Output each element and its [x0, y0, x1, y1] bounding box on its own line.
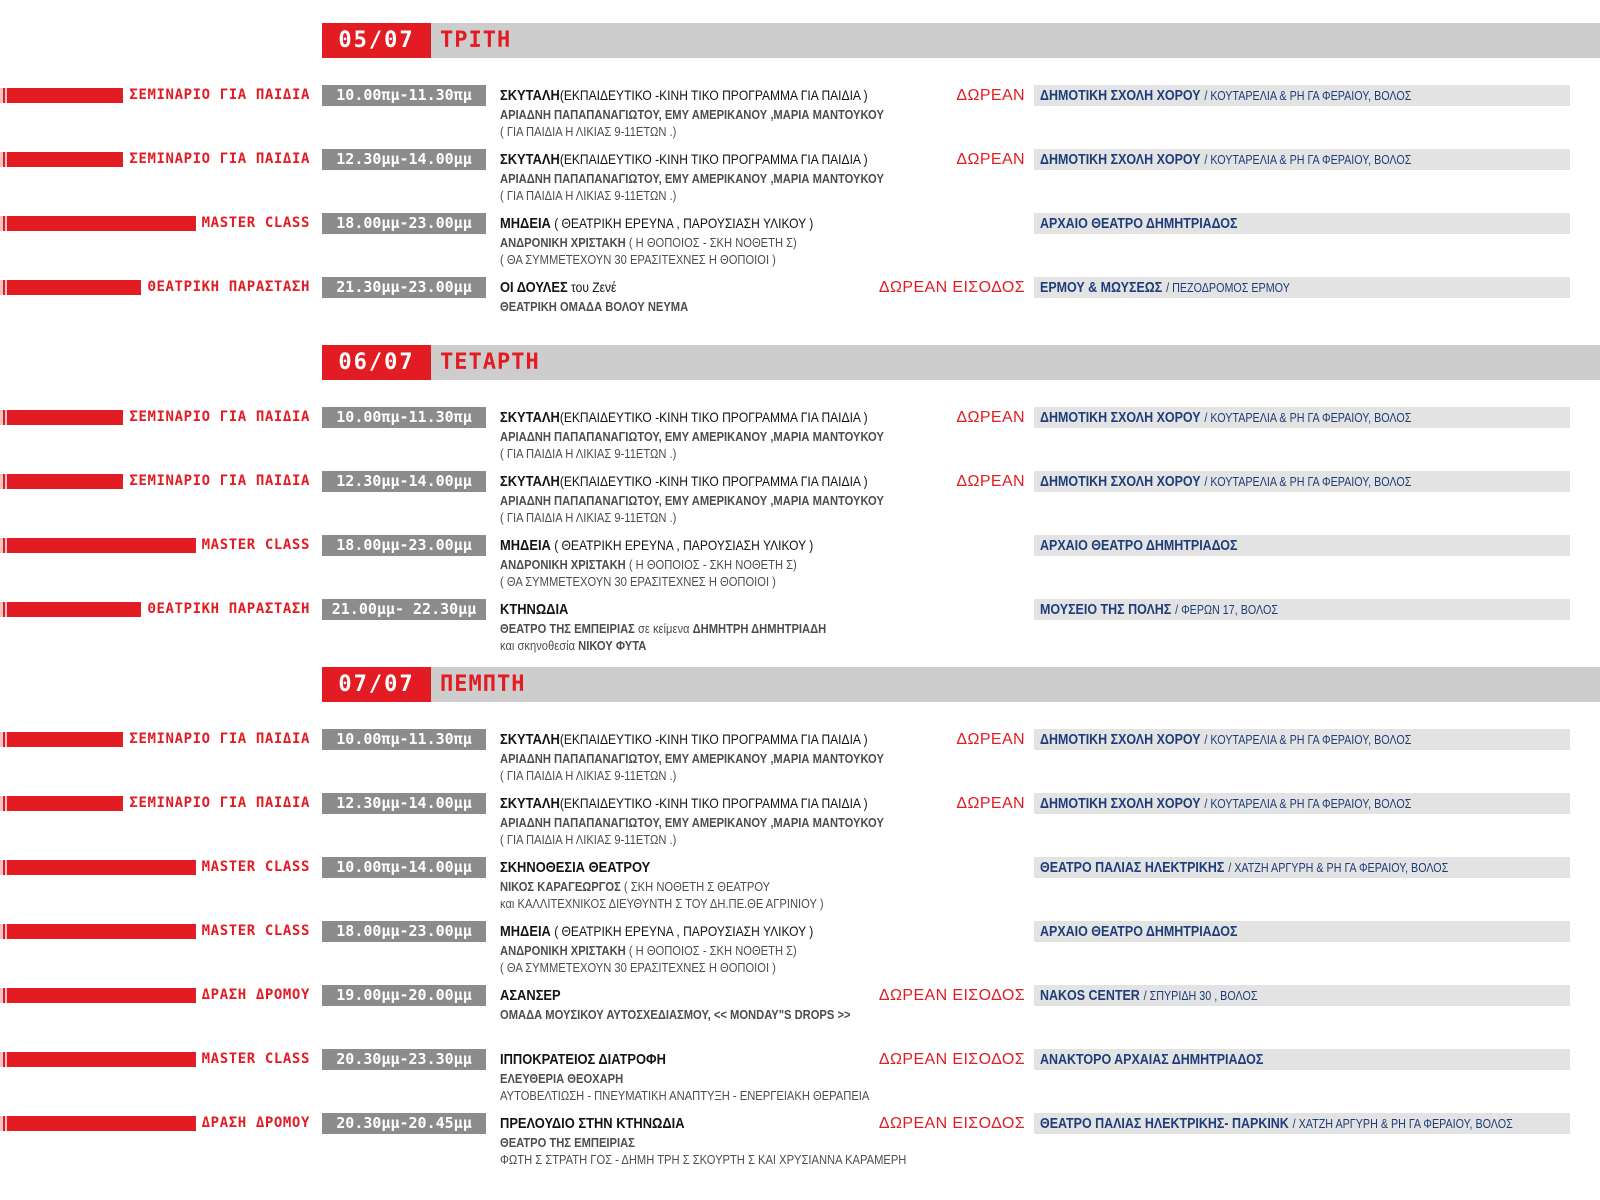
event-detail-line — [500, 234, 1016, 251]
event-detail-line — [500, 1006, 1016, 1023]
event-title-part: ΜΗΔΕΙΑ — [500, 215, 551, 232]
venue-name: ΔΗΜΟΤΙΚΗ ΣΧΟΛΗ ΧΟΡΟΥ — [1040, 474, 1201, 490]
event-title-part: ΚΤΗΝΩΔΙΑ — [500, 601, 569, 618]
category-stripe — [0, 1116, 196, 1131]
category-label: ΘΕΑΤΡΙΚΗ ΠΑΡΑΣΤΑΣΗ — [147, 279, 310, 295]
time-badge: 18.00μμ-23.00μμ — [322, 213, 486, 234]
category-cell — [0, 277, 316, 298]
day-section — [0, 667, 1600, 1177]
venue-address: / ΚΟΥΤΑΡΕΛΙΑ & ΡΗ ΓΑ ΦΕΡΑΙΟΥ, ΒΟΛΟΣ — [1204, 411, 1412, 425]
event-detail-line — [500, 1070, 1016, 1087]
venue-address: / ΣΠΥΡΙΔΗ 30 , ΒΟΛΟΣ — [1143, 989, 1258, 1003]
venue-text — [1034, 213, 1237, 234]
event-detail-line — [500, 942, 1016, 959]
price-label: ΔΩΡΕΑΝ — [956, 87, 1025, 104]
category-cell — [0, 1049, 316, 1070]
venue-text — [1034, 921, 1237, 942]
event-info — [500, 213, 1016, 268]
venue-bar — [1034, 213, 1570, 234]
venue-address: / ΚΟΥΤΑΡΕΛΙΑ & ΡΗ ΓΑ ΦΕΡΑΙΟΥ, ΒΟΛΟΣ — [1204, 153, 1412, 167]
event-detail-part: ΘΕΑΤΡΙΚΗ ΟΜΑΔΑ ΒΟΛΟΥ ΝΕΥΜΑ — [500, 299, 689, 314]
event-row — [0, 277, 1600, 341]
venue-name: ΔΗΜΟΤΙΚΗ ΣΧΟΛΗ ΧΟΡΟΥ — [1040, 152, 1201, 168]
event-detail-part: ΘΕΑΤΡΟ ΤΗΣ ΕΜΠΕΙΡΙΑΣ — [500, 1135, 635, 1150]
event-title-part: ΜΗΔΕΙΑ — [500, 537, 551, 554]
event-title-part: (ΕΚΠΑΙΔΕΥΤΙΚΟ -ΚΙΝΗ ΤΙΚΟ ΠΡΟΓΡΑΜΜΑ ΓΙΑ ΠΑΙΔΙΑ ) — [559, 473, 868, 489]
event-row — [0, 149, 1600, 213]
date-badge: 05/07 — [322, 23, 431, 58]
event-detail-part: ( ΓΙΑ ΠΑΙΔΙΑ Η ΛΙΚΙΑΣ 9-11ΕΤΩΝ .) — [500, 124, 677, 139]
event-detail-line — [500, 509, 1016, 526]
venue-text — [1034, 1113, 1513, 1134]
category-label: ΣΕΜΙΝΑΡΙΟ ΓΙΑ ΠΑΙΔΙΑ — [129, 731, 310, 747]
time-badge: 10.00πμ-11.30πμ — [322, 85, 486, 106]
event-title-part: ΣΚΥΤΑΛΗ — [500, 731, 560, 748]
venue-bar — [1034, 149, 1570, 170]
price-label: ΔΩΡΕΑΝ ΕΙΣΟΔΟΣ — [878, 1115, 1025, 1132]
venue-name: ΑΝΑΚΤΟΡΟ ΑΡΧΑΙΑΣ ΔΗΜΗΤΡΙΑΔΟΣ — [1040, 1052, 1264, 1068]
venue-name: ΔΗΜΟΤΙΚΗ ΣΧΟΛΗ ΧΟΡΟΥ — [1040, 88, 1201, 104]
event-detail-part: ( ΘΑ ΣΥΜΜΕΤΕΧΟΥΝ 30 ΕΡΑΣΙΤΕΧΝΕΣ Η ΘΟΠΟΙΟΙ ) — [500, 960, 776, 975]
venue-address: / ΚΟΥΤΑΡΕΛΙΑ & ΡΗ ΓΑ ΦΕΡΑΙΟΥ, ΒΟΛΟΣ — [1204, 475, 1412, 489]
time-badge: 12.30μμ-14.00μμ — [322, 149, 486, 170]
category-label: ΣΕΜΙΝΑΡΙΟ ΓΙΑ ΠΑΙΔΙΑ — [129, 409, 310, 425]
event-detail-part: ΑΝΔΡΟΝΙΚΗ ΧΡΙΣΤΑΚΗ — [500, 235, 626, 250]
event-title-part: (ΕΚΠΑΙΔΕΥΤΙΚΟ -ΚΙΝΗ ΤΙΚΟ ΠΡΟΓΡΑΜΜΑ ΓΙΑ ΠΑΙΔΙΑ ) — [559, 87, 868, 103]
event-title — [500, 149, 1016, 170]
venue-text — [1034, 729, 1411, 750]
event-detail-part: ΕΛΕΥΘΕΡΙΑ ΘΕΟΧΑΡΗ — [500, 1071, 624, 1086]
category-stripe — [0, 796, 123, 811]
venue-bar — [1034, 729, 1570, 750]
time-badge: 19.00μμ-20.00μμ — [322, 985, 486, 1006]
category-label: ΣΕΜΙΝΑΡΙΟ ΓΙΑ ΠΑΙΔΙΑ — [129, 151, 310, 167]
event-detail-line — [500, 959, 1016, 976]
event-detail-line — [500, 1087, 1016, 1104]
category-cell — [0, 535, 316, 556]
event-title-part: (ΕΚΠΑΙΔΕΥΤΙΚΟ -ΚΙΝΗ ΤΙΚΟ ΠΡΟΓΡΑΜΜΑ ΓΙΑ ΠΑΙΔΙΑ ) — [559, 409, 868, 425]
date-badge: 07/07 — [322, 667, 431, 702]
venue-address: / ΚΟΥΤΑΡΕΛΙΑ & ΡΗ ΓΑ ΦΕΡΑΙΟΥ, ΒΟΛΟΣ — [1204, 733, 1412, 747]
event-detail-line — [500, 556, 1016, 573]
event-detail-part: ( Η ΘΟΠΟΙΟΣ - ΣΚΗ ΝΟΘΕΤΗ Σ) — [625, 943, 797, 958]
category-cell — [0, 85, 316, 106]
category-cell — [0, 599, 316, 620]
category-label: MASTER CLASS — [201, 923, 310, 939]
event-detail-part: ΑΡΙΑΔΝΗ ΠΑΠΑΠΑΝΑΓΙΩΤΟΥ, ΕΜΥ ΑΜΕΡΙΚΑΝΟΥ ,ΜΑΡΙΑ ΜΑΝΤΟΥΚΟΥ — [500, 171, 884, 186]
event-detail-line — [500, 1151, 1016, 1168]
category-label: MASTER CLASS — [201, 1051, 310, 1067]
venue-name: ΕΡΜΟΥ & ΜΩΥΣΕΩΣ — [1040, 280, 1163, 296]
time-badge: 18.00μμ-23.00μμ — [322, 535, 486, 556]
day-header — [0, 23, 1600, 58]
category-cell — [0, 985, 316, 1006]
category-cell — [0, 149, 316, 170]
event-detail-part: ΦΩΤΗ Σ ΣΤΡΑΤΗ ΓΟΣ - ΔΗΜΗ ΤΡΗ Σ ΣΚΟΥΡΤΗ Σ ΚΑΙ ΧΡΥΣΙΑΝΝΑ ΚΑΡΑΜΕΡΗ — [500, 1152, 907, 1167]
venue-text — [1034, 407, 1411, 428]
day-header — [0, 345, 1600, 380]
event-detail-part: ( ΓΙΑ ΠΑΙΔΙΑ Η ΛΙΚΙΑΣ 9-11ΕΤΩΝ .) — [500, 446, 677, 461]
category-stripe — [0, 152, 123, 167]
event-detail-line — [500, 170, 1016, 187]
venue-name: ΔΗΜΟΤΙΚΗ ΣΧΟΛΗ ΧΟΡΟΥ — [1040, 732, 1201, 748]
event-title-part: ΟΙ ΔΟΥΛΕΣ — [500, 279, 568, 296]
category-cell — [0, 213, 316, 234]
event-info — [500, 793, 1016, 848]
event-row — [0, 857, 1600, 921]
event-title-part: ΣΚΥΤΑΛΗ — [500, 473, 560, 490]
event-title-part: ΣΚΥΤΑΛΗ — [500, 409, 560, 426]
event-title — [500, 793, 1016, 814]
event-title — [500, 213, 1016, 234]
event-detail-part: ΑΡΙΑΔΝΗ ΠΑΠΑΠΑΝΑΓΙΩΤΟΥ, ΕΜΥ ΑΜΕΡΙΚΑΝΟΥ ,ΜΑΡΙΑ ΜΑΝΤΟΥΚΟΥ — [500, 815, 884, 830]
event-row — [0, 1049, 1600, 1113]
event-detail-part: ( ΣΚΗ ΝΟΘΕΤΗ Σ ΘΕΑΤΡΟΥ — [620, 879, 771, 894]
event-info — [500, 729, 1016, 784]
category-label: ΣΕΜΙΝΑΡΙΟ ΓΙΑ ΠΑΙΔΙΑ — [129, 473, 310, 489]
category-stripe — [0, 410, 123, 425]
event-row — [0, 793, 1600, 857]
event-info — [500, 149, 1016, 204]
time-badge: 21.00μμ- 22.30μμ — [322, 599, 486, 620]
venue-address: / ΧΑΤΖΗ ΑΡΓΥΡΗ & ΡΗ ΓΑ ΦΕΡΑΙΟΥ, ΒΟΛΟΣ — [1228, 861, 1449, 875]
event-title-part: (ΕΚΠΑΙΔΕΥΤΙΚΟ -ΚΙΝΗ ΤΙΚΟ ΠΡΟΓΡΑΜΜΑ ΓΙΑ ΠΑΙΔΙΑ ) — [559, 795, 868, 811]
event-detail-part: ΑΡΙΑΔΝΗ ΠΑΠΑΠΑΝΑΓΙΩΤΟΥ, ΕΜΥ ΑΜΕΡΙΚΑΝΟΥ ,ΜΑΡΙΑ ΜΑΝΤΟΥΚΟΥ — [500, 751, 884, 766]
event-detail-part: ( ΘΑ ΣΥΜΜΕΤΕΧΟΥΝ 30 ΕΡΑΣΙΤΕΧΝΕΣ Η ΘΟΠΟΙΟΙ ) — [500, 252, 776, 267]
event-row — [0, 85, 1600, 149]
event-title-part: ΣΚΥΤΑΛΗ — [500, 795, 560, 812]
venue-text — [1034, 1049, 1263, 1070]
venue-bar — [1034, 793, 1570, 814]
price-label: ΔΩΡΕΑΝ — [956, 473, 1025, 490]
event-detail-part: ΔΗΜΗΤΡΗ ΔΗΜΗΤΡΙΑΔΗ — [692, 621, 827, 636]
event-info — [500, 407, 1016, 462]
category-cell — [0, 729, 316, 750]
category-stripe — [0, 732, 123, 747]
event-title-part: ΑΣΑΝΣΕΡ — [500, 987, 561, 1004]
event-detail-part: και σκηνοθεσία — [500, 638, 579, 653]
venue-name: ΑΡΧΑΙΟ ΘΕΑΤΡΟ ΔΗΜΗΤΡΙΑΔΟΣ — [1040, 924, 1238, 940]
event-title-part: ΣΚΗΝΟΘΕΣΙΑ ΘΕΑΤΡΟΥ — [500, 859, 651, 876]
price-label: ΔΩΡΕΑΝ — [956, 795, 1025, 812]
venue-name: ΜΟΥΣΕΙΟ ΤΗΣ ΠΟΛΗΣ — [1040, 602, 1172, 618]
category-cell — [0, 857, 316, 878]
event-detail-part: ΑΡΙΑΔΝΗ ΠΑΠΑΠΑΝΑΓΙΩΤΟΥ, ΕΜΥ ΑΜΕΡΙΚΑΝΟΥ ,ΜΑΡΙΑ ΜΑΝΤΟΥΚΟΥ — [500, 429, 884, 444]
event-row — [0, 407, 1600, 471]
venue-address: / ΠΕΖΟΔΡΟΜΟΣ ΕΡΜΟΥ — [1166, 281, 1290, 295]
event-detail-line — [500, 573, 1016, 590]
venue-bar — [1034, 921, 1570, 942]
event-title — [500, 535, 1016, 556]
category-stripe — [0, 924, 196, 939]
event-detail-line — [500, 831, 1016, 848]
event-detail-line — [500, 750, 1016, 767]
time-badge: 12.30μμ-14.00μμ — [322, 793, 486, 814]
category-stripe — [0, 88, 123, 103]
category-cell — [0, 1113, 316, 1134]
event-title — [500, 729, 1016, 750]
category-cell — [0, 407, 316, 428]
price-label: ΔΩΡΕΑΝ — [956, 731, 1025, 748]
category-stripe — [0, 602, 141, 617]
weekday-label: ΠΕΜΠΤΗ — [440, 672, 526, 697]
venue-address: / ΚΟΥΤΑΡΕΛΙΑ & ΡΗ ΓΑ ΦΕΡΑΙΟΥ, ΒΟΛΟΣ — [1204, 89, 1412, 103]
event-detail-part: ΝΙΚΟΥ ΦΥΤΑ — [578, 638, 647, 653]
event-info — [500, 921, 1016, 976]
category-stripe — [0, 538, 196, 553]
time-badge: 10.00πμ-14.00μμ — [322, 857, 486, 878]
event-detail-part: ΘΕΑΤΡΟ ΤΗΣ ΕΜΠΕΙΡΙΑΣ — [500, 621, 635, 636]
event-detail-line — [500, 620, 1016, 637]
day-header — [0, 667, 1600, 702]
event-title — [500, 599, 1016, 620]
category-label: ΣΕΜΙΝΑΡΙΟ ΓΙΑ ΠΑΙΔΙΑ — [129, 87, 310, 103]
event-row — [0, 599, 1600, 663]
event-detail-part: ΑΡΙΑΔΝΗ ΠΑΠΑΠΑΝΑΓΙΩΤΟΥ, ΕΜΥ ΑΜΕΡΙΚΑΝΟΥ ,ΜΑΡΙΑ ΜΑΝΤΟΥΚΟΥ — [500, 107, 884, 122]
price-label: ΔΩΡΕΑΝ — [956, 151, 1025, 168]
venue-bar — [1034, 1113, 1570, 1134]
event-detail-line — [500, 895, 1016, 912]
event-detail-part: ΝΙΚΟΣ ΚΑΡΑΓΕΩΡΓΟΣ — [500, 879, 621, 894]
category-label: ΔΡΑΣΗ ΔΡΟΜΟΥ — [201, 987, 310, 1003]
venue-text — [1034, 149, 1411, 170]
event-title — [500, 471, 1016, 492]
category-label: ΔΡΑΣΗ ΔΡΟΜΟΥ — [201, 1115, 310, 1131]
venue-name: ΑΡΧΑΙΟ ΘΕΑΤΡΟ ΔΗΜΗΤΡΙΑΔΟΣ — [1040, 538, 1238, 554]
price-label: ΔΩΡΕΑΝ ΕΙΣΟΔΟΣ — [878, 987, 1025, 1004]
day-section — [0, 23, 1600, 341]
time-badge: 10.00πμ-11.30πμ — [322, 407, 486, 428]
event-detail-part: ( ΓΙΑ ΠΑΙΔΙΑ Η ΛΙΚΙΑΣ 9-11ΕΤΩΝ .) — [500, 832, 677, 847]
event-title-part: (ΕΚΠΑΙΔΕΥΤΙΚΟ -ΚΙΝΗ ΤΙΚΟ ΠΡΟΓΡΑΜΜΑ ΓΙΑ ΠΑΙΔΙΑ ) — [559, 731, 868, 747]
event-detail-line — [500, 251, 1016, 268]
event-detail-part: ( Η ΘΟΠΟΙΟΣ - ΣΚΗ ΝΟΘΕΤΗ Σ) — [625, 235, 797, 250]
venue-name: ΑΡΧΑΙΟ ΘΕΑΤΡΟ ΔΗΜΗΤΡΙΑΔΟΣ — [1040, 216, 1238, 232]
event-detail-line — [500, 878, 1016, 895]
event-detail-part: ΑΝΔΡΟΝΙΚΗ ΧΡΙΣΤΑΚΗ — [500, 557, 626, 572]
event-detail-part: ΑΥΤΟΒΕΛΤΙΩΣΗ - ΠΝΕΥΜΑΤΙΚΗ ΑΝΑΠΤΥΞΗ - ΕΝΕΡΓΕΙΑΚΗ ΘΕΡΑΠΕΙΑ — [500, 1088, 870, 1103]
event-title-part: ΙΠΠΟΚΡΑΤΕΙΟΣ ΔΙΑΤΡΟΦΗ — [500, 1051, 666, 1068]
category-label: ΘΕΑΤΡΙΚΗ ΠΑΡΑΣΤΑΣΗ — [147, 601, 310, 617]
time-badge: 18.00μμ-23.00μμ — [322, 921, 486, 942]
event-detail-part: σε κείμενα — [634, 621, 693, 636]
event-detail-line — [500, 428, 1016, 445]
category-stripe — [0, 1052, 196, 1067]
time-badge: 20.30μμ-20.45μμ — [322, 1113, 486, 1134]
venue-bar — [1034, 535, 1570, 556]
event-title-part: ΣΚΥΤΑΛΗ — [500, 151, 560, 168]
event-title-part: του Ζενέ — [567, 279, 617, 295]
venue-text — [1034, 85, 1411, 106]
event-info — [500, 599, 1016, 654]
event-title-part: ΠΡΕΛΟΥΔΙΟ ΣΤΗΝ ΚΤΗΝΩΔΙΑ — [500, 1115, 685, 1132]
event-title-part: (ΕΚΠΑΙΔΕΥΤΙΚΟ -ΚΙΝΗ ΤΙΚΟ ΠΡΟΓΡΑΜΜΑ ΓΙΑ ΠΑΙΔΙΑ ) — [559, 151, 868, 167]
event-detail-part: ( ΘΑ ΣΥΜΜΕΤΕΧΟΥΝ 30 ΕΡΑΣΙΤΕΧΝΕΣ Η ΘΟΠΟΙΟΙ ) — [500, 574, 776, 589]
venue-address: / ΚΟΥΤΑΡΕΛΙΑ & ΡΗ ΓΑ ΦΕΡΑΙΟΥ, ΒΟΛΟΣ — [1204, 797, 1412, 811]
venue-text — [1034, 857, 1448, 878]
price-label: ΔΩΡΕΑΝ ΕΙΣΟΔΟΣ — [878, 279, 1025, 296]
venue-bar — [1034, 599, 1570, 620]
day-header-bar — [431, 345, 1600, 380]
category-label: MASTER CLASS — [201, 215, 310, 231]
venue-name: ΘΕΑΤΡΟ ΠΑΛΙΑΣ ΗΛΕΚΤΡΙΚΗΣ- ΠΑΡΚΙΝΚ — [1040, 1116, 1289, 1132]
venue-bar — [1034, 407, 1570, 428]
event-detail-part: ( Η ΘΟΠΟΙΟΣ - ΣΚΗ ΝΟΘΕΤΗ Σ) — [625, 557, 797, 572]
event-title-part: ΣΚΥΤΑΛΗ — [500, 87, 560, 104]
category-stripe — [0, 216, 196, 231]
day-header-bar — [431, 23, 1600, 58]
event-detail-line — [500, 187, 1016, 204]
day-header-bar — [431, 667, 1600, 702]
event-title-part: ΜΗΔΕΙΑ — [500, 923, 551, 940]
event-title — [500, 921, 1016, 942]
event-detail-part: ( ΓΙΑ ΠΑΙΔΙΑ Η ΛΙΚΙΑΣ 9-11ΕΤΩΝ .) — [500, 768, 677, 783]
venue-text — [1034, 985, 1257, 1006]
venue-text — [1034, 599, 1278, 620]
event-detail-part: ( ΓΙΑ ΠΑΙΔΙΑ Η ΛΙΚΙΑΣ 9-11ΕΤΩΝ .) — [500, 188, 677, 203]
event-detail-line — [500, 767, 1016, 784]
event-detail-part: ΑΡΙΑΔΝΗ ΠΑΠΑΠΑΝΑΓΙΩΤΟΥ, ΕΜΥ ΑΜΕΡΙΚΑΝΟΥ ,ΜΑΡΙΑ ΜΑΝΤΟΥΚΟΥ — [500, 493, 884, 508]
event-title — [500, 407, 1016, 428]
time-badge: 12.30μμ-14.00μμ — [322, 471, 486, 492]
event-info — [500, 535, 1016, 590]
event-row — [0, 985, 1600, 1049]
event-row — [0, 213, 1600, 277]
event-detail-line — [500, 492, 1016, 509]
venue-bar — [1034, 85, 1570, 106]
event-detail-line — [500, 106, 1016, 123]
date-badge: 06/07 — [322, 345, 431, 380]
category-stripe — [0, 988, 196, 1003]
event-title — [500, 85, 1016, 106]
event-title-part: ( ΘΕΑΤΡΙΚΗ ΕΡΕΥΝΑ , ΠΑΡΟΥΣΙΑΣΗ ΥΛΙΚΟΥ ) — [550, 923, 814, 939]
category-label: ΣΕΜΙΝΑΡΙΟ ΓΙΑ ΠΑΙΔΙΑ — [129, 795, 310, 811]
venue-name: ΘΕΑΤΡΟ ΠΑΛΙΑΣ ΗΛΕΚΤΡΙΚΗΣ — [1040, 860, 1225, 876]
venue-text — [1034, 471, 1411, 492]
category-label: MASTER CLASS — [201, 537, 310, 553]
category-cell — [0, 793, 316, 814]
event-info — [500, 471, 1016, 526]
venue-bar — [1034, 985, 1570, 1006]
venue-text — [1034, 535, 1237, 556]
day-section — [0, 345, 1600, 663]
weekday-label: ΤΡΙΤΗ — [440, 28, 512, 53]
venue-text — [1034, 793, 1411, 814]
venue-bar — [1034, 471, 1570, 492]
price-label: ΔΩΡΕΑΝ — [956, 409, 1025, 426]
event-title-part: ( ΘΕΑΤΡΙΚΗ ΕΡΕΥΝΑ , ΠΑΡΟΥΣΙΑΣΗ ΥΛΙΚΟΥ ) — [550, 215, 814, 231]
venue-name: ΔΗΜΟΤΙΚΗ ΣΧΟΛΗ ΧΟΡΟΥ — [1040, 410, 1201, 426]
event-row — [0, 729, 1600, 793]
venue-bar — [1034, 857, 1570, 878]
event-detail-part: ( ΓΙΑ ΠΑΙΔΙΑ Η ΛΙΚΙΑΣ 9-11ΕΤΩΝ .) — [500, 510, 677, 525]
event-detail-line — [500, 814, 1016, 831]
event-detail-part: ΑΝΔΡΟΝΙΚΗ ΧΡΙΣΤΑΚΗ — [500, 943, 626, 958]
category-cell — [0, 921, 316, 942]
event-title — [500, 857, 1016, 878]
time-badge: 21.30μμ-23.00μμ — [322, 277, 486, 298]
venue-bar — [1034, 1049, 1570, 1070]
event-detail-line — [500, 1134, 1016, 1151]
event-detail-line — [500, 123, 1016, 140]
time-badge: 10.00πμ-11.30πμ — [322, 729, 486, 750]
event-row — [0, 471, 1600, 535]
venue-address: / ΦΕΡΩΝ 17, ΒΟΛΟΣ — [1175, 603, 1279, 617]
category-label: MASTER CLASS — [201, 859, 310, 875]
event-info — [500, 857, 1016, 912]
event-row — [0, 921, 1600, 985]
event-row — [0, 535, 1600, 599]
event-detail-part: και ΚΑΛΛΙΤΕΧΝΙΚΟΣ ΔΙΕΥΘΥΝΤΗ Σ ΤΟΥ ΔΗ.ΠΕ.ΘΕ ΑΓΡΙΝΙΟΥ ) — [500, 896, 824, 911]
event-detail-line — [500, 637, 1016, 654]
event-title-part: ( ΘΕΑΤΡΙΚΗ ΕΡΕΥΝΑ , ΠΑΡΟΥΣΙΑΣΗ ΥΛΙΚΟΥ ) — [550, 537, 814, 553]
venue-name: ΔΗΜΟΤΙΚΗ ΣΧΟΛΗ ΧΟΡΟΥ — [1040, 796, 1201, 812]
category-stripe — [0, 280, 141, 295]
category-stripe — [0, 474, 123, 489]
venue-text — [1034, 277, 1290, 298]
event-detail-part: ΟΜΑΔΑ ΜΟΥΣΙΚΟΥ ΑΥΤΟΣΧΕΔΙΑΣΜΟΥ, << MONDAY"S DROPS >> — [500, 1007, 851, 1022]
category-cell — [0, 471, 316, 492]
weekday-label: ΤΕΤΑΡΤΗ — [440, 350, 540, 375]
event-row — [0, 1113, 1600, 1177]
venue-bar — [1034, 277, 1570, 298]
venue-address: / ΧΑΤΖΗ ΑΡΓΥΡΗ & ΡΗ ΓΑ ΦΕΡΑΙΟΥ, ΒΟΛΟΣ — [1292, 1117, 1513, 1131]
venue-name: NAKOS CENTER — [1040, 988, 1140, 1004]
price-label: ΔΩΡΕΑΝ ΕΙΣΟΔΟΣ — [878, 1051, 1025, 1068]
time-badge: 20.30μμ-23.30μμ — [322, 1049, 486, 1070]
event-detail-line — [500, 298, 1016, 315]
category-stripe — [0, 860, 196, 875]
event-info — [500, 85, 1016, 140]
event-detail-line — [500, 445, 1016, 462]
